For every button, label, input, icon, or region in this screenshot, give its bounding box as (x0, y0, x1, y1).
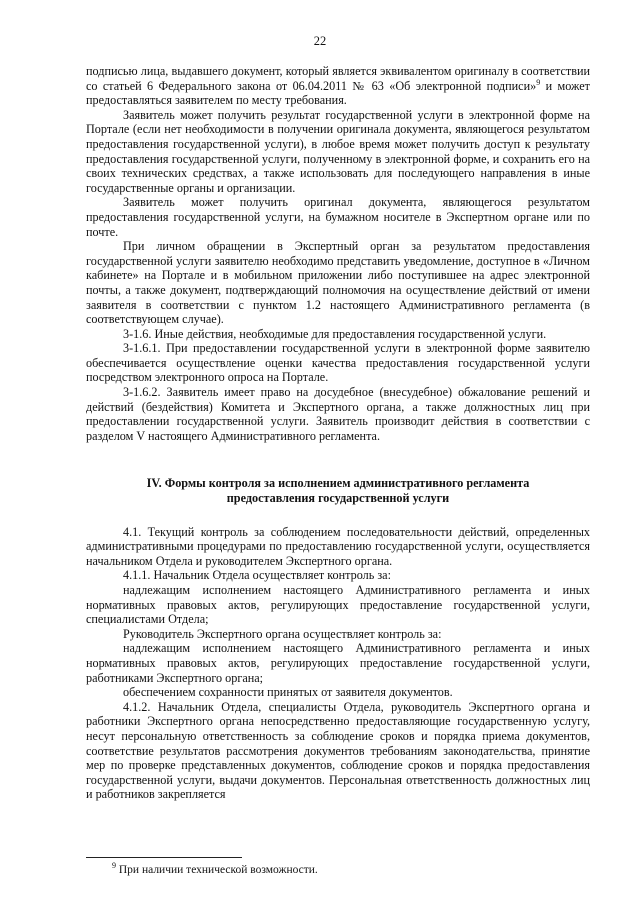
section-paragraph-4: Руководитель Экспертного органа осуществляет контроль за: (123, 626, 442, 641)
section-paragraph-2: 4.1.1. Начальник Отдела осуществляет контроль за: (123, 568, 391, 583)
footnote-text: При наличии технической возможности. (116, 864, 318, 876)
section-paragraph-3: надлежащим исполнением настоящего Административного регламента и иных нормативных правовых актов, регулирующих предоставление государственной услуги, специалистами Отдела; (86, 583, 590, 627)
paragraph-3: Заявитель может получить оригинал документа, являющегося результатом предоставления государственной услуги, на бумажном носителе в Экспертном органе или по почте. (86, 195, 590, 239)
footnote (112, 863, 318, 878)
paragraph-6: 3-1.6.1. При предоставлении государственной услуги в электронной форме заявителю обеспечивается осуществление оценки качества предоставления государственной услуги посредством электронного опроса на Портале. (86, 341, 590, 385)
paragraph-7: 3-1.6.2. Заявитель имеет право на досудебное (внесудебное) обжалование решений и действий (бездействия) Комитета и Экспертного органа, а также должностных лиц при предоставлении государственной услуги. Заявитель производит действия в соответствии с разделом V настоящего Административного регламента. (86, 385, 590, 443)
section-paragraph-5: надлежащим исполнением настоящего Административного регламента и иных нормативных правовых актов, регулирующих предоставление государственной услуги, работниками Экспертного органа; (86, 641, 590, 685)
page-number: 22 (313, 34, 327, 48)
section-paragraph-6: обеспечением сохранности принятых от заявителя документов. (123, 685, 453, 700)
section-paragraph-1: 4.1. Текущий контроль за соблюдением последовательности действий, определенных административными процедурами по предоставлению государственной услуги, осуществляется начальником Отдела и руководителем Экспертного органа. (86, 524, 590, 568)
footnote-reference: 9 (536, 77, 541, 87)
footnote-divider (86, 857, 242, 858)
paragraph-1 (86, 64, 590, 108)
section-paragraph-7: 4.1.2. Начальник Отдела, специалисты Отдела, руководитель Экспертного органа и работники Экспертного органа непосредственно предоставляющие государственную услугу, несут персональную ответственность за соблюдение сроков и порядка приема документов, соответствие результатов рассмотрения документов требованиям законодательства, принятие мер по проверке представленных документов, соблюдение сроков и порядка предоставления государственной услуги, выдачи документов. Персональная ответственность должностных лиц и работников закрепляется (86, 699, 590, 802)
section-heading: IV. Формы контроля за исполнением административного регламента предоставления государственной услуги (146, 476, 530, 506)
paragraph-1-tail: и может предоставляться заявителем по месту требования. (86, 78, 590, 108)
paragraph-2: Заявитель может получить результат государственной услуги в электронной форме на Портале (если нет необходимости в получении оригинала документа, являющегося результатом предоставления государственной услуги), в любое время может получить доступ к результату предоставления государственной услуги, полученному в электронной форме, и сохранить его на своих технических средствах, а также использовать для последующего направления в иные государственные органы и организации. (86, 107, 590, 195)
footnote-marker: 9 (112, 861, 116, 871)
document-body (86, 64, 590, 802)
paragraph-1-text: подписью лица, выдавшего документ, который является эквивалентом оригиналу в соответствии со статьей 6 Федерального закона от 06.04.2011 № 63 «Об электронной подписи» (86, 64, 590, 93)
paragraph-4: При личном обращении в Экспертный орган за результатом предоставления государственной услуги заявителю необходимо представить уведомление, доступное в «Личном кабинете» на Портале и в мобильном приложении либо поступившее на адрес электронной почты, а также документ, подтверждающий полномочия на осуществление действий от имени заявителя в соответствии с пунктом 1.2 настоящего Административного регламента (в соответствующем случае). (86, 239, 590, 327)
paragraph-5: 3-1.6. Иные действия, необходимые для предоставления государственной услуги. (123, 326, 547, 341)
